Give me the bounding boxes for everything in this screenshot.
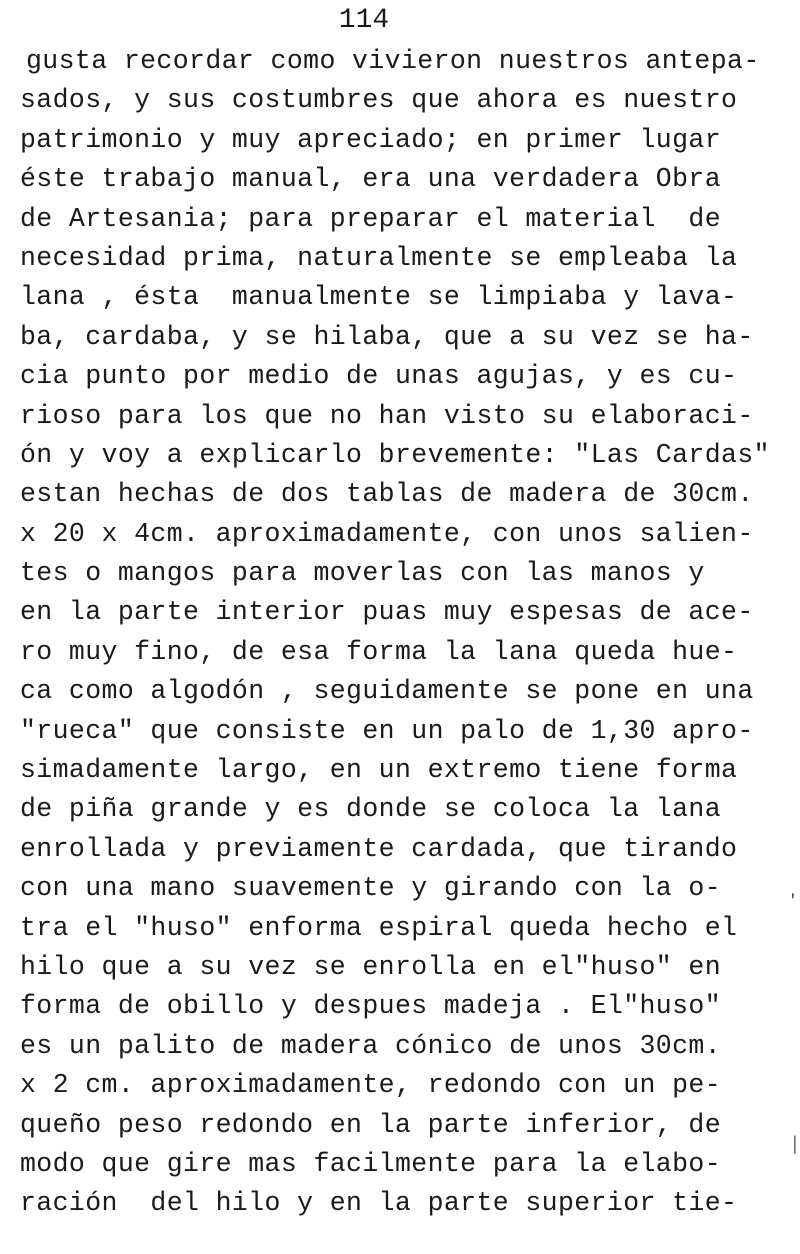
text-line: con una mano suavemente y girando con la o- <box>20 873 722 904</box>
text-line: simadamente largo, en un extremo tiene forma <box>20 755 738 786</box>
text-line: patrimonio y muy apreciado; en primer lugar <box>20 124 722 155</box>
text-line: es un palito de madera cónico de unos 30cm. <box>20 1030 722 1061</box>
text-line: necesidad prima, naturalmente se empleaba la <box>20 242 738 273</box>
text-line: cia punto por medio de unas agujas, y es cu- <box>20 361 738 392</box>
text-line: ca como algodón , seguidamente se pone en una <box>20 676 754 707</box>
margin-speck: │ <box>790 1136 800 1154</box>
text-line: en la parte interior puas muy espesas de ace- <box>20 597 754 628</box>
text-line: x 20 x 4cm. aproximadamente, con unos salien- <box>20 518 754 549</box>
text-line: ración del hilo y en la parte superior tie- <box>20 1188 738 1219</box>
text-line: sados, y sus costumbres que ahora es nuestro <box>20 85 738 116</box>
margin-speck: ′ <box>788 892 798 910</box>
text-line: tes o mangos para moverlas con las manos y <box>20 558 705 589</box>
text-line: "rueca" que consiste en un palo de 1,30 apro- <box>20 715 754 746</box>
text-line: x 2 cm. aproximadamente, redondo con un pe- <box>20 1070 722 1101</box>
text-line: hilo que a su vez se enrolla en el"huso" en <box>20 951 722 982</box>
text-line: queño peso redondo en la parte inferior, de <box>20 1109 722 1140</box>
text-line: gusta recordar como vivieron nuestros antepa- <box>26 46 760 76</box>
page-number: 114 <box>338 5 390 36</box>
text-line: de Artesania; para preparar el material de <box>20 203 722 234</box>
text-line: éste trabajo manual, era una verdadera Obra <box>20 164 722 195</box>
body-text <box>20 42 790 1224</box>
text-line: estan hechas de dos tablas de madera de 30cm. <box>20 479 754 510</box>
text-line: forma de obillo y despues madeja . El"huso" <box>20 991 722 1022</box>
text-line: rioso para los que no han visto su elaboraci- <box>20 400 754 431</box>
text-line: ba, cardaba, y se hilaba, que a su vez se ha- <box>20 321 754 352</box>
text-line: ro muy fino, de esa forma la lana queda hue- <box>20 636 738 667</box>
text-line: tra el "huso" enforma espiral queda hecho el <box>20 912 738 943</box>
text-line: ón y voy a explicarlo brevemente: "Las Cardas" <box>20 439 770 470</box>
text-line: lana , ésta manualmente se limpiaba y lava- <box>20 282 738 313</box>
text-line: enrollada y previamente cardada, que tirando <box>20 833 738 864</box>
text-line: de piña grande y es donde se coloca la lana <box>20 794 722 825</box>
text-line: modo que gire mas facilmente para la elabo- <box>20 1148 722 1179</box>
